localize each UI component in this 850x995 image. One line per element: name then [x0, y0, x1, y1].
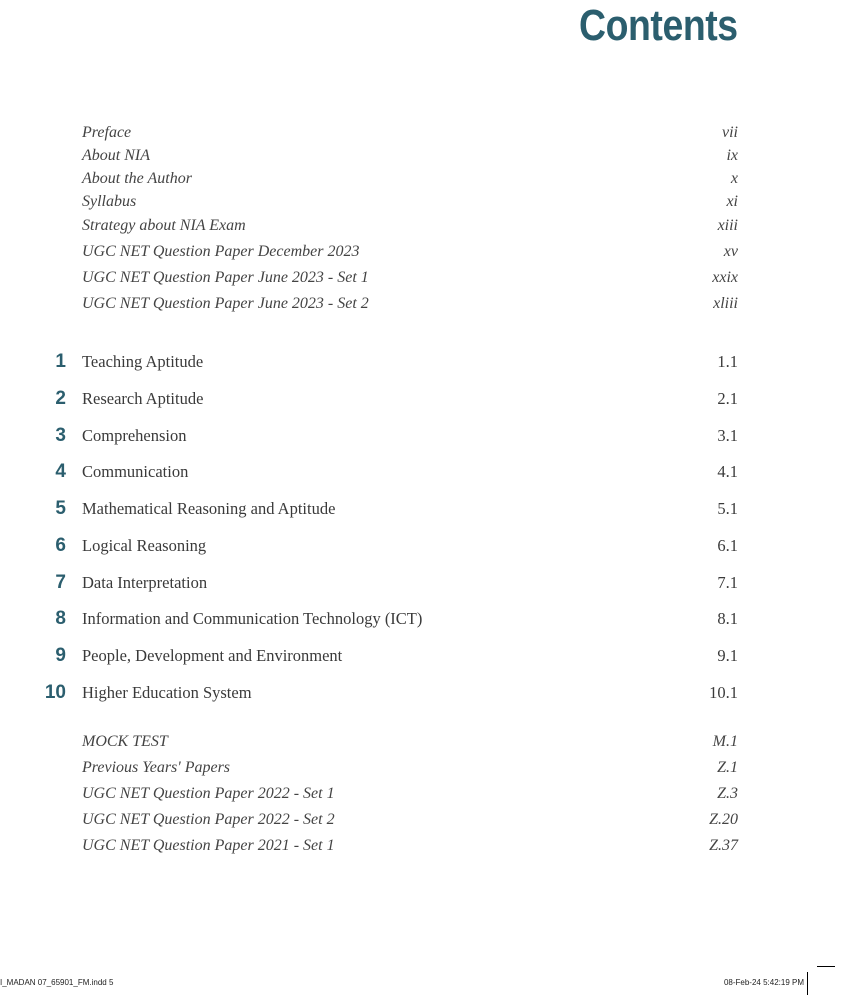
chapter-title: Logical Reasoning: [82, 536, 207, 555]
toc-entry[interactable]: [0, 809, 850, 831]
chapter-entry[interactable]: [0, 351, 850, 373]
print-slug-timestamp: 08-Feb-24 5:42:19 PM: [723, 978, 804, 987]
toc-entry-page: Z.20: [709, 811, 738, 828]
chapter-title: Information and Communication Technology (ICT): [82, 609, 423, 628]
chapter-page: 6.1: [717, 536, 738, 555]
page-title: Contents: [579, 1, 738, 50]
chapter-title: Higher Education System: [82, 683, 252, 702]
toc-entry[interactable]: [0, 293, 850, 315]
toc-entry-page: x: [730, 170, 738, 187]
chapter-entry[interactable]: [0, 425, 850, 447]
toc-entry-page: Z.37: [709, 837, 738, 854]
toc-entry-page: Z.1: [717, 759, 738, 776]
toc-entry-label: Previous Years' Papers: [82, 759, 231, 776]
chapter-page: 7.1: [717, 573, 738, 592]
chapter-page: 4.1: [717, 462, 738, 481]
chapter-number: 8: [55, 608, 66, 629]
chapter-page: 9.1: [717, 646, 738, 665]
toc-entry-label: UGC NET Question Paper 2022 - Set 1: [82, 785, 335, 802]
toc-entry-page: xliii: [713, 295, 738, 312]
chapter-number: 5: [55, 498, 66, 519]
toc-entry-page: vii: [722, 124, 738, 141]
chapter-number: 10: [44, 682, 66, 703]
chapter-title: People, Development and Environment: [82, 646, 343, 665]
chapter-number: 6: [55, 535, 66, 556]
toc-entry-label: MOCK TEST: [82, 733, 168, 750]
toc-entry[interactable]: [0, 267, 850, 289]
toc-entry-page: xi: [726, 193, 738, 210]
toc-entry-label: UGC NET Question Paper 2022 - Set 2: [82, 811, 335, 828]
chapter-entry[interactable]: [0, 388, 850, 410]
chapter-entry[interactable]: [0, 498, 850, 520]
chapter-title: Research Aptitude: [82, 389, 204, 408]
chapter-entry[interactable]: [0, 535, 850, 557]
toc-entry-label: UGC NET Question Paper December 2023: [82, 243, 360, 260]
toc-entry-label: Syllabus: [82, 193, 137, 210]
chapter-title: Teaching Aptitude: [82, 352, 204, 371]
chapter-title: Mathematical Reasoning and Aptitude: [82, 499, 336, 518]
chapter-entry[interactable]: [0, 608, 850, 630]
toc-entry[interactable]: [0, 731, 850, 753]
chapter-page: 3.1: [717, 426, 738, 445]
chapter-number: 2: [55, 388, 66, 409]
chapter-title: Communication: [82, 462, 189, 481]
toc-entry-label: UGC NET Question Paper 2021 - Set 1: [82, 837, 335, 854]
toc-entry-page: Z.3: [717, 785, 738, 802]
chapter-page: 1.1: [717, 352, 738, 371]
toc-entry-page: M.1: [712, 733, 738, 750]
chapter-entry[interactable]: [0, 461, 850, 483]
toc-entry-page: xxix: [712, 269, 738, 286]
toc-entry-page: xv: [723, 243, 738, 260]
toc-entry-label: UGC NET Question Paper June 2023 - Set 1: [82, 269, 369, 286]
toc-entry-page: xiii: [717, 217, 738, 234]
chapter-number: 4: [55, 461, 66, 482]
toc-entry[interactable]: [0, 757, 850, 779]
chapter-page: 8.1: [717, 609, 738, 628]
crop-mark-vertical: [807, 972, 808, 995]
chapter-title: Data Interpretation: [82, 573, 208, 592]
toc-entry-label: UGC NET Question Paper June 2023 - Set 2: [82, 295, 369, 312]
chapter-entry[interactable]: [0, 645, 850, 667]
chapter-number: 9: [55, 645, 66, 666]
toc-entry[interactable]: [0, 241, 850, 263]
chapter-entry[interactable]: [0, 572, 850, 594]
chapter-number: 1: [55, 351, 66, 372]
chapter-number: 3: [55, 425, 66, 446]
toc-entry[interactable]: [0, 168, 850, 190]
toc-entry-page: ix: [726, 147, 738, 164]
chapter-title: Comprehension: [82, 426, 187, 445]
toc-entry-label: Preface: [82, 124, 132, 141]
crop-mark-horizontal: [817, 966, 835, 967]
toc-entry-label: Strategy about NIA Exam: [82, 217, 246, 234]
chapter-entry[interactable]: [0, 682, 850, 704]
toc-entry-label: About the Author: [82, 170, 192, 187]
toc-entry[interactable]: [0, 145, 850, 167]
toc-entry[interactable]: [0, 215, 850, 237]
chapter-page: 10.1: [709, 683, 738, 702]
print-slug-filename: I_MADAN 07_65901_FM.indd 5: [0, 978, 114, 987]
chapter-number: 7: [55, 572, 66, 593]
chapter-page: 5.1: [717, 499, 738, 518]
toc-entry[interactable]: [0, 122, 850, 144]
toc-entry[interactable]: [0, 191, 850, 213]
toc-entry[interactable]: [0, 783, 850, 805]
toc-entry-label: About NIA: [82, 147, 150, 164]
toc-entry[interactable]: [0, 835, 850, 857]
chapter-page: 2.1: [717, 389, 738, 408]
